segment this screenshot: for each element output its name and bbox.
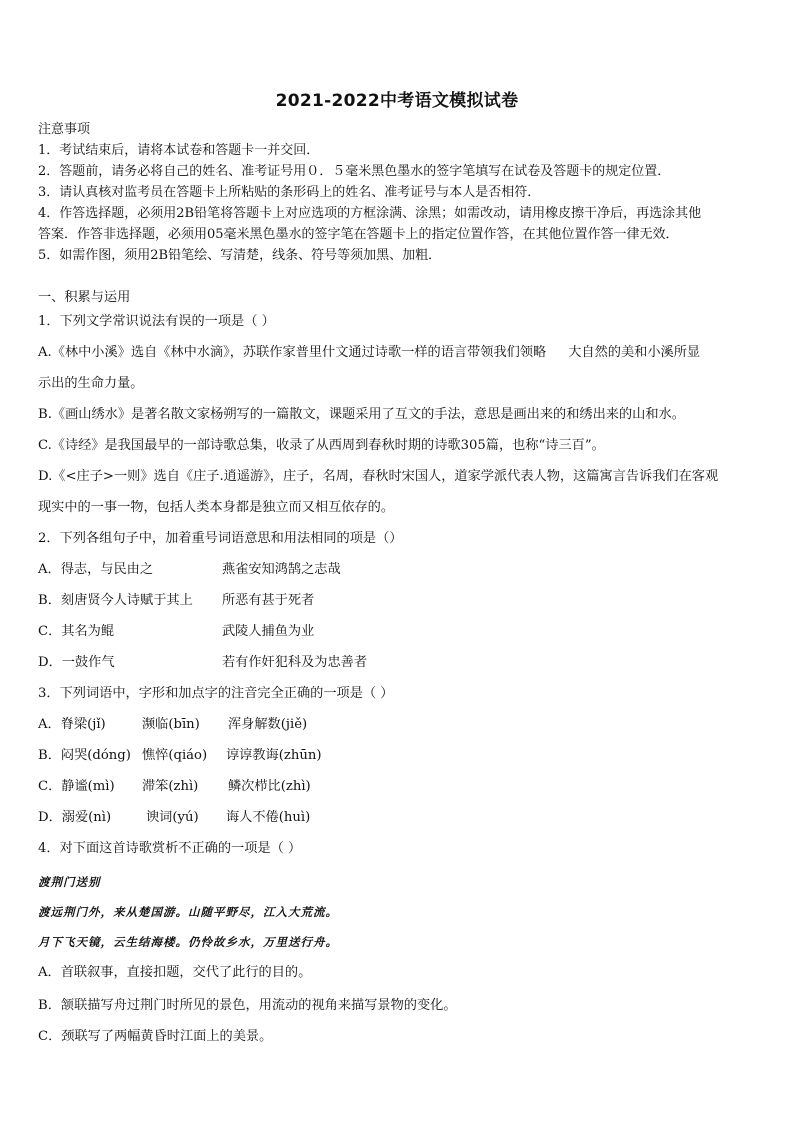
poem-line: 渡远荆门外，来从楚国游。山随平野尽，江入大荒流。 (38, 905, 338, 919)
option-word: 鳞次栉比(zhì) (228, 779, 311, 794)
notice-item: 2．答题前，请务必将自己的姓名、准考证号用０．５毫米黑色墨水的签字笔填写在试卷及答题卡的规定位置． (38, 164, 671, 179)
question-1-option-b: B.《画山绣水》是著名散文家杨朔写的一篇散文，课题采用了互文的手法，意思是画出来的和绣出来的山和水。 (38, 407, 685, 422)
question-1-option-a-line2: 示出的生命力量。 (38, 376, 144, 391)
option-word: 浑身解数(jiě) (228, 717, 308, 732)
question-4-stem: 4．对下面这首诗歌赏析不正确的一项是（ ） (38, 841, 302, 856)
option-left: C．其名为鲲 (38, 624, 115, 639)
option-right: 所恶有甚于死者 (222, 593, 315, 608)
option-right: 武陵人捕鱼为业 (222, 624, 315, 639)
question-2-stem: 2．下列各组句子中，加着重号词语意思和用法相同的项是（） (38, 531, 403, 546)
option-a-text: A.《林中小溪》选自《林中水滴》，苏联作家普里什文通过诗歌一样的语言带领我们领略 (38, 345, 547, 360)
option-left: D．一鼓作气 (38, 655, 115, 670)
option-word: 谀词(yú) (146, 810, 199, 825)
poem-line: 月下飞天镜，云生结海楼。仍怜故乡水，万里送行舟。 (38, 935, 338, 949)
question-1-option-d: D.《<庄子>一则》选自《庄子.逍遥游》，庄子，名周，春秋时宋国人，道家学派代表人物，这篇寓言告诉我们在客观 (38, 469, 719, 484)
notice-item: 答案．作答非选择题，必须用05毫米黑色墨水的签字笔在答题卡上的指定位置作答，在其他位置作答一律无效． (38, 227, 679, 242)
notice-item: 3．请认真核对监考员在答题卡上所粘贴的条形码上的姓名、准考证号与本人是否相符． (38, 185, 541, 200)
question-2-option (38, 623, 114, 641)
option-right: 若有作奸犯科及为忠善者 (222, 655, 368, 670)
option-word: 诲人不倦(huì) (226, 810, 311, 825)
question-1-option-d-line2: 现实中的一事一物，包括人类本身都是独立而又相互依存的。 (38, 500, 395, 515)
option-left: A．得志，与民由之 (38, 562, 154, 577)
question-3-stem: 3．下列词语中，字形和加点字的注音完全正确的一项是（ ） (38, 686, 394, 701)
question-3-option: C．静谧(mì) (38, 779, 115, 794)
question-1-stem: 1．下列文学常识说法有误的一项是（ ） (38, 314, 275, 329)
poem-title: 渡荆门送别 (38, 875, 101, 889)
option-right: 燕雀安知鸿鹄之志哉 (222, 562, 341, 577)
option-word: 憔悴(qiáo) (142, 748, 208, 763)
question-3-option: B．闷哭(dóng) (38, 748, 131, 763)
question-3-option: A．脊梁(jǐ) (38, 717, 106, 732)
question-3-option: D．溺爱(nì) (38, 810, 112, 825)
notice-heading: 注意事项 (38, 122, 91, 137)
option-word: 滞笨(zhì) (142, 779, 199, 794)
notice-item: 5．如需作图，须用2B铅笔绘、写清楚，线条、符号等须加黑、加粗． (38, 248, 442, 263)
question-4-option-c: C．颈联写了两幅黄昏时江面上的美景。 (38, 1029, 273, 1044)
question-1-option-c: C.《诗经》是我国最早的一部诗歌总集，收录了从西周到春秋时期的诗歌305篇，也称“诗三百”。 (38, 438, 605, 453)
section-heading: 一、积累与运用 (38, 290, 131, 305)
question-4-option-b: B．颔联描写舟过荆门时所见的景色，用流动的视角来描写景物的变化。 (38, 998, 457, 1013)
notice-item: 1．考试结束后，请将本试卷和答题卡一并交回． (38, 143, 320, 158)
option-a-text-cont: 大自然的美和小溪所显 (568, 345, 701, 360)
exam-title: 2021-2022中考语文模拟试卷 (275, 91, 519, 111)
question-2-option (38, 592, 193, 610)
question-1-option-a (38, 344, 700, 362)
option-word: 濒临(bīn) (142, 717, 200, 732)
question-2-option (38, 654, 115, 672)
option-left: B．刻唐贤今人诗赋于其上 (38, 593, 193, 608)
question-4-option-a: A．首联叙事，直接扣题，交代了此行的目的。 (38, 965, 312, 980)
option-word: 谆谆教诲(zhūn) (226, 748, 322, 763)
notice-item: 4．作答选择题，必须用2B铅笔将答题卡上对应选项的方框涂满、涂黑；如需改动，请用橡皮擦干净后，再选涂其他 (38, 206, 702, 221)
question-2-option (38, 561, 153, 579)
